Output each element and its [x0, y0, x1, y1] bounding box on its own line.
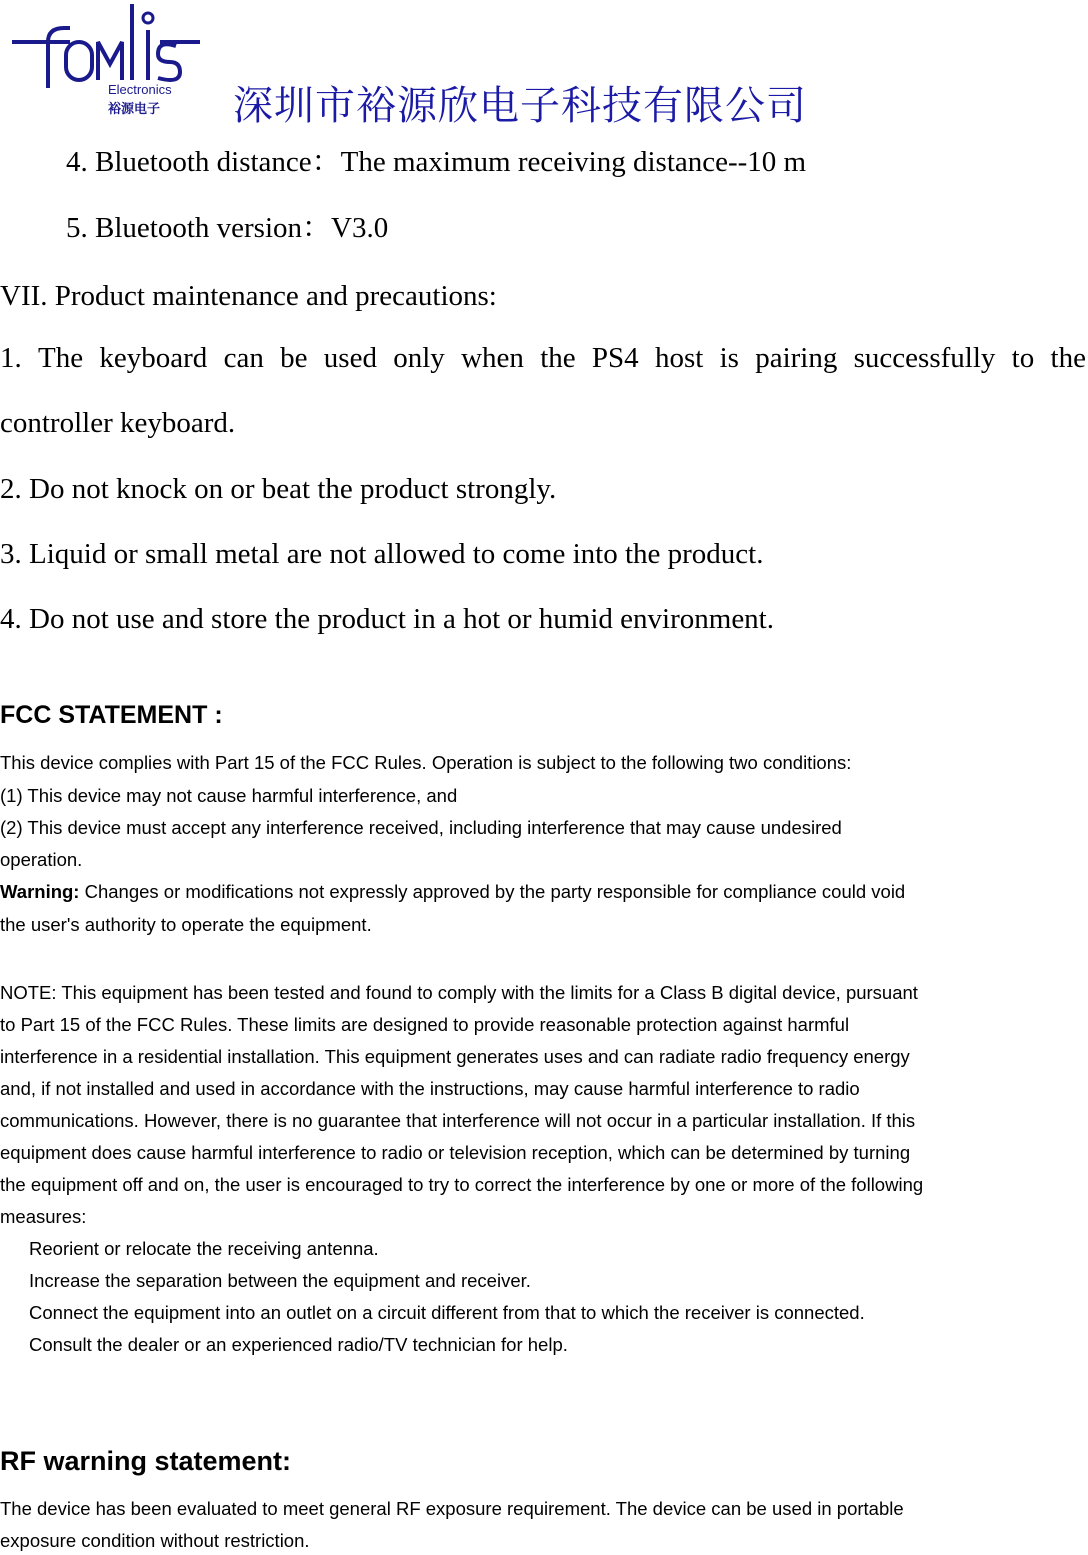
word: to	[1011, 342, 1035, 374]
maintenance-item-2: 2. Do not knock on or beat the product strongly.	[0, 473, 557, 505]
rf-line-1: The device has been evaluated to meet general RF exposure requirement. The device can be used in portable	[0, 1498, 904, 1519]
word: 1.	[0, 342, 22, 374]
word: be	[280, 342, 308, 374]
rf-heading: RF warning statement:	[0, 1446, 292, 1476]
word: used	[323, 342, 377, 374]
word: is	[719, 342, 739, 374]
fcc-note-line: and, if not installed and used in accordance with the instructions, may cause harmful interference to radio	[0, 1078, 860, 1099]
logo-sub-chinese: 裕源电子	[108, 102, 161, 117]
word: The	[38, 342, 84, 374]
maintenance-item-4: 4. Do not use and store the product in a hot or humid environment.	[0, 603, 774, 635]
word: the	[1050, 342, 1086, 374]
word: when	[461, 342, 524, 374]
fcc-condition-1: (1) This device may not cause harmful interference, and	[0, 785, 458, 806]
company-name: 深圳市裕源欣电子科技有限公司	[233, 83, 807, 129]
word: successfully	[853, 342, 996, 374]
fcc-measure: Consult the dealer or an experienced radio/TV technician for help.	[29, 1334, 568, 1355]
fcc-measure: Reorient or relocate the receiving antenna.	[29, 1238, 379, 1259]
company-logo	[8, 0, 203, 120]
rf-line-2: exposure condition without restriction.	[0, 1530, 310, 1551]
maintenance-item-1-line-1	[0, 341, 1086, 375]
word: host	[654, 342, 704, 374]
fcc-intro: This device complies with Part 15 of the FCC Rules. Operation is subject to the following two conditions:	[0, 752, 852, 773]
word: only	[393, 342, 445, 374]
fcc-note-line: equipment does cause harmful interference to radio or television reception, which can be determined by turning	[0, 1142, 911, 1163]
warning-text: Changes or modifications not expressly approved by the party responsible for compliance could void	[79, 881, 906, 902]
fcc-warning-line-1	[0, 881, 905, 903]
fcc-heading: FCC STATEMENT :	[0, 701, 223, 729]
fcc-measure: Connect the equipment into an outlet on a circuit different from that to which the receiver is connected.	[29, 1302, 865, 1323]
word: keyboard	[99, 342, 208, 374]
fcc-note-line: communications. However, there is no guarantee that interference will not occur in a particular installation. If this	[0, 1110, 916, 1131]
fcc-warning-line-2: the user's authority to operate the equipment.	[0, 914, 372, 935]
fcc-note-line: the equipment off and on, the user is encouraged to try to correct the interference by one or more of the following	[0, 1174, 924, 1195]
maintenance-heading: VII. Product maintenance and precautions:	[0, 280, 497, 312]
fcc-note-line: interference in a residential installation. This equipment generates uses and can radiate radio frequency energy	[0, 1046, 910, 1067]
word: can	[223, 342, 264, 374]
fomis-logo-graphic	[8, 0, 203, 120]
spec-bluetooth-version: 5. Bluetooth version：V3.0	[66, 212, 389, 244]
fcc-note-line: to Part 15 of the FCC Rules. These limits are designed to provide reasonable protection against harmful	[0, 1014, 850, 1035]
logo-sub-english: Electronics	[108, 82, 172, 97]
word: pairing	[755, 342, 838, 374]
maintenance-item-3: 3. Liquid or small metal are not allowed to come into the product.	[0, 538, 764, 570]
word: PS4	[591, 342, 639, 374]
fcc-note-line: measures:	[0, 1206, 87, 1227]
fcc-note-line: NOTE: This equipment has been tested and found to comply with the limits for a Class B digital device, pursuant	[0, 982, 918, 1003]
spec-bluetooth-distance: 4. Bluetooth distance：The maximum receiving distance--10 m	[66, 146, 807, 178]
warning-label: Warning:	[0, 881, 80, 902]
fcc-measure: Increase the separation between the equipment and receiver.	[29, 1270, 531, 1291]
maintenance-item-1-line-2: controller keyboard.	[0, 407, 236, 439]
fcc-condition-2-line-1: (2) This device must accept any interference received, including interference that may cause undesired	[0, 817, 842, 838]
word: the	[540, 342, 576, 374]
fcc-condition-2-line-2: operation.	[0, 849, 83, 870]
